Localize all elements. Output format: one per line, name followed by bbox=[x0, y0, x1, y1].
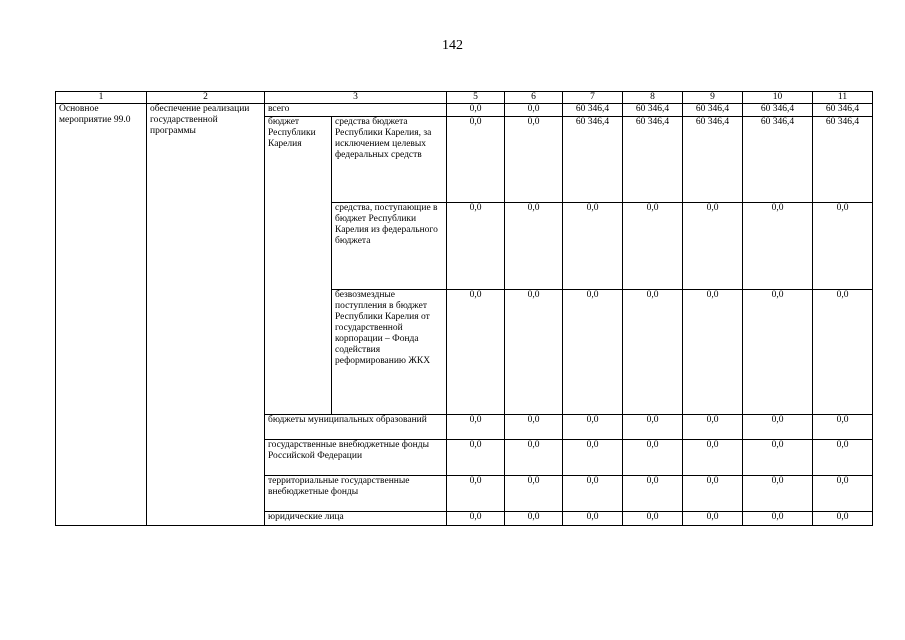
value-cell: 60 346,4 bbox=[683, 117, 743, 203]
value-cell: 0,0 bbox=[623, 440, 683, 476]
row-label: средства бюджета Республики Карелия, за исключением целевых федеральных средств bbox=[332, 117, 447, 203]
row-label: бюджеты муниципальных образований bbox=[265, 415, 447, 440]
value-cell: 0,0 bbox=[743, 203, 813, 290]
value-cell: 0,0 bbox=[563, 512, 623, 526]
value-cell: 0,0 bbox=[683, 415, 743, 440]
value-cell: 0,0 bbox=[623, 476, 683, 512]
value-cell: 0,0 bbox=[623, 203, 683, 290]
value-cell: 60 346,4 bbox=[623, 117, 683, 203]
table-row bbox=[56, 104, 873, 117]
value-cell: 0,0 bbox=[447, 415, 505, 440]
header-cell: 1 bbox=[56, 92, 147, 104]
value-cell: 0,0 bbox=[447, 512, 505, 526]
value-cell: 0,0 bbox=[505, 415, 563, 440]
row-label: территориальные государственные внебюджетные фонды bbox=[265, 476, 447, 512]
header-row bbox=[56, 92, 873, 104]
value-cell: 0,0 bbox=[743, 476, 813, 512]
value-cell: 0,0 bbox=[505, 290, 563, 415]
value-cell: 0,0 bbox=[505, 104, 563, 117]
header-cell: 8 bbox=[623, 92, 683, 104]
value-cell: 60 346,4 bbox=[683, 104, 743, 117]
value-cell: 0,0 bbox=[683, 512, 743, 526]
value-cell: 0,0 bbox=[683, 476, 743, 512]
page-number: 142 bbox=[442, 38, 463, 53]
value-cell: 60 346,4 bbox=[813, 117, 873, 203]
event-description: обеспечение реализации государственной программы bbox=[147, 104, 265, 526]
value-cell: 0,0 bbox=[743, 440, 813, 476]
header-cell: 9 bbox=[683, 92, 743, 104]
value-cell: 0,0 bbox=[743, 512, 813, 526]
value-cell: 0,0 bbox=[505, 203, 563, 290]
value-cell: 60 346,4 bbox=[623, 104, 683, 117]
value-cell: 0,0 bbox=[447, 440, 505, 476]
value-cell: 0,0 bbox=[505, 440, 563, 476]
event-name: Основное мероприятие 99.0 bbox=[56, 104, 147, 526]
budget-group-label: бюджет Республики Карелия bbox=[265, 117, 332, 415]
value-cell: 0,0 bbox=[743, 415, 813, 440]
budget-table bbox=[55, 91, 873, 526]
value-cell: 0,0 bbox=[683, 203, 743, 290]
value-cell: 0,0 bbox=[813, 476, 873, 512]
header-cell: 10 bbox=[743, 92, 813, 104]
header-cell: 7 bbox=[563, 92, 623, 104]
value-cell: 0,0 bbox=[447, 117, 505, 203]
value-cell: 0,0 bbox=[563, 290, 623, 415]
value-cell: 0,0 bbox=[505, 117, 563, 203]
row-label: безвозмездные поступления в бюджет Республики Карелия от государственной корпорации – Фонда содействия реформированию ЖКХ bbox=[332, 290, 447, 415]
header-cell: 2 bbox=[147, 92, 265, 104]
value-cell: 0,0 bbox=[447, 290, 505, 415]
value-cell: 0,0 bbox=[813, 203, 873, 290]
row-label: государственные внебюджетные фонды Российской Федерации bbox=[265, 440, 447, 476]
value-cell: 0,0 bbox=[813, 290, 873, 415]
value-cell: 0,0 bbox=[563, 440, 623, 476]
value-cell: 0,0 bbox=[563, 476, 623, 512]
value-cell: 60 346,4 bbox=[743, 104, 813, 117]
value-cell: 0,0 bbox=[813, 440, 873, 476]
value-cell: 0,0 bbox=[623, 415, 683, 440]
value-cell: 0,0 bbox=[563, 203, 623, 290]
value-cell: 0,0 bbox=[447, 476, 505, 512]
value-cell: 0,0 bbox=[743, 290, 813, 415]
value-cell: 0,0 bbox=[505, 476, 563, 512]
value-cell: 0,0 bbox=[623, 290, 683, 415]
row-label: юридические лица bbox=[265, 512, 447, 526]
value-cell: 0,0 bbox=[505, 512, 563, 526]
value-cell: 60 346,4 bbox=[743, 117, 813, 203]
value-cell: 0,0 bbox=[447, 104, 505, 117]
header-cell: 5 bbox=[447, 92, 505, 104]
row-label: всего bbox=[265, 104, 447, 117]
header-cell: 11 bbox=[813, 92, 873, 104]
value-cell: 60 346,4 bbox=[563, 104, 623, 117]
value-cell: 0,0 bbox=[447, 203, 505, 290]
value-cell: 0,0 bbox=[683, 440, 743, 476]
row-label: средства, поступающие в бюджет Республики Карелия из федерального бюджета bbox=[332, 203, 447, 290]
value-cell: 0,0 bbox=[683, 290, 743, 415]
value-cell: 60 346,4 bbox=[813, 104, 873, 117]
header-cell: 6 bbox=[505, 92, 563, 104]
value-cell: 60 346,4 bbox=[563, 117, 623, 203]
value-cell: 0,0 bbox=[813, 512, 873, 526]
value-cell: 0,0 bbox=[813, 415, 873, 440]
header-cell: 3 bbox=[265, 92, 447, 104]
value-cell: 0,0 bbox=[623, 512, 683, 526]
value-cell: 0,0 bbox=[563, 415, 623, 440]
